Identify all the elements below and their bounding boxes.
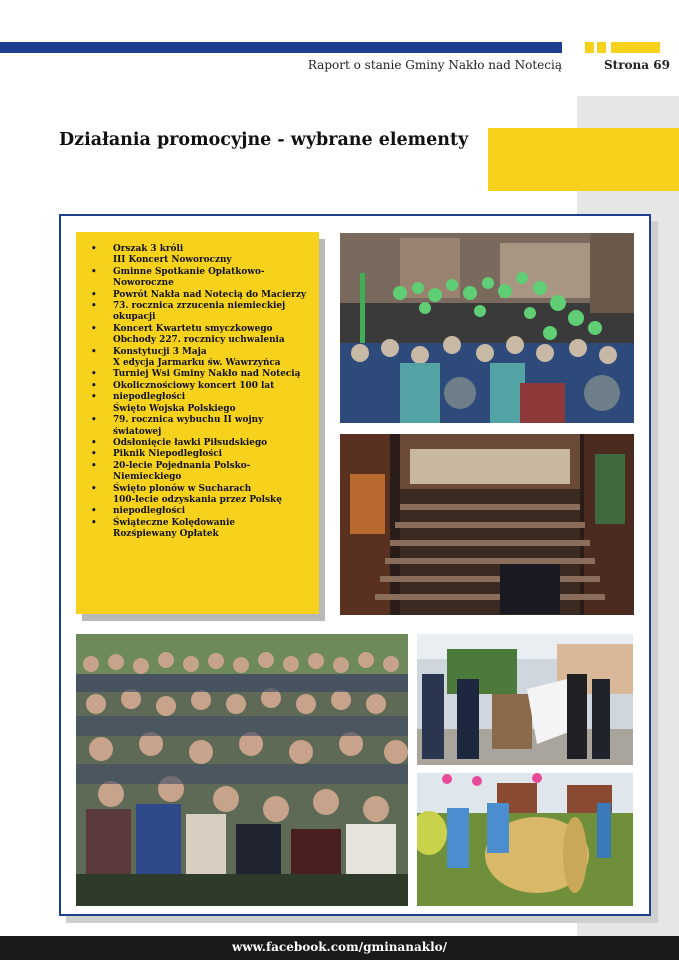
event-list-item: III Koncert Noworoczny (113, 255, 232, 266)
event-list-item: • Okolicznościowy koncert 100 lat (76, 381, 313, 392)
header-yellow-block (597, 42, 606, 53)
report-title: Raport o stanie Gminy Nakło nad Notecią (307, 58, 562, 72)
event-list-item: • Odsłonięcie ławki Piłsudskiego (76, 438, 313, 449)
event-list-item: • Konstytucji 3 Maja (76, 347, 313, 358)
event-list-item: 100-lecie odzyskania przez Polskę (113, 494, 282, 505)
photo-amphitheatre-audience (76, 634, 408, 906)
event-list-item: • Gminne Spotkanie Opłatkowo- (76, 267, 313, 278)
section-title: Działania promocyjne - wybrane elementy (59, 130, 469, 150)
event-list-item: • Koncert Kwartetu smyczkowego (76, 324, 313, 335)
event-list-item: • 20-lecie Pojednania Polsko- (76, 461, 313, 472)
event-list-item: Niemieckiego (113, 472, 182, 483)
event-list-item: • Turniej Wsi Gminy Nakło nad Notecią (76, 369, 313, 380)
events-list-panel (76, 232, 319, 614)
event-list-item: • niepodległości (76, 506, 313, 517)
event-list-item: Rozśpiewany Opłatek (113, 529, 219, 540)
event-list-item: • niepodległości (76, 392, 313, 403)
event-list-item: okupacji (113, 312, 156, 323)
event-list-item: światowej (113, 426, 162, 437)
event-list-item: Święto Wojska Polskiego (113, 403, 236, 414)
photo-crowd-green-balloons (340, 233, 634, 423)
event-list-item: • Orszak 3 króli (76, 244, 313, 255)
footer-bar (0, 936, 679, 960)
photo-church-concert (340, 434, 634, 615)
event-list-item: • Świąteczne Kolędowanie (76, 518, 313, 529)
event-list-item: Obchody 227. rocznicy uchwalenia (113, 335, 285, 346)
photo-bench-unveiling (417, 634, 633, 765)
title-accent-box (488, 128, 679, 191)
header-yellow-block (611, 42, 660, 53)
header-yellow-block (585, 42, 594, 53)
events-list (76, 244, 313, 541)
event-list-item: • 73. rocznica zrzucenia niemieckiej (76, 301, 313, 312)
event-list-item: Noworoczne (113, 278, 174, 289)
photo-harvest-festival (417, 773, 633, 906)
event-list-item: • 79. rocznica wybuchu II wojny (76, 415, 313, 426)
event-list-item: • Piknik Niepodległości (76, 449, 313, 460)
event-list-item: • Powrót Nakła nad Notecią do Macierzy (76, 290, 313, 301)
footer-facebook-link[interactable]: www.facebook.com/gminanaklo/ (231, 940, 448, 954)
event-list-item: • Święto plonów w Sucharach (76, 484, 313, 495)
event-list-item: X edycja Jarmarku św. Wawrzyńca (113, 358, 281, 369)
page-number: Strona 69 (604, 58, 670, 72)
header-blue-stripe (0, 42, 562, 53)
